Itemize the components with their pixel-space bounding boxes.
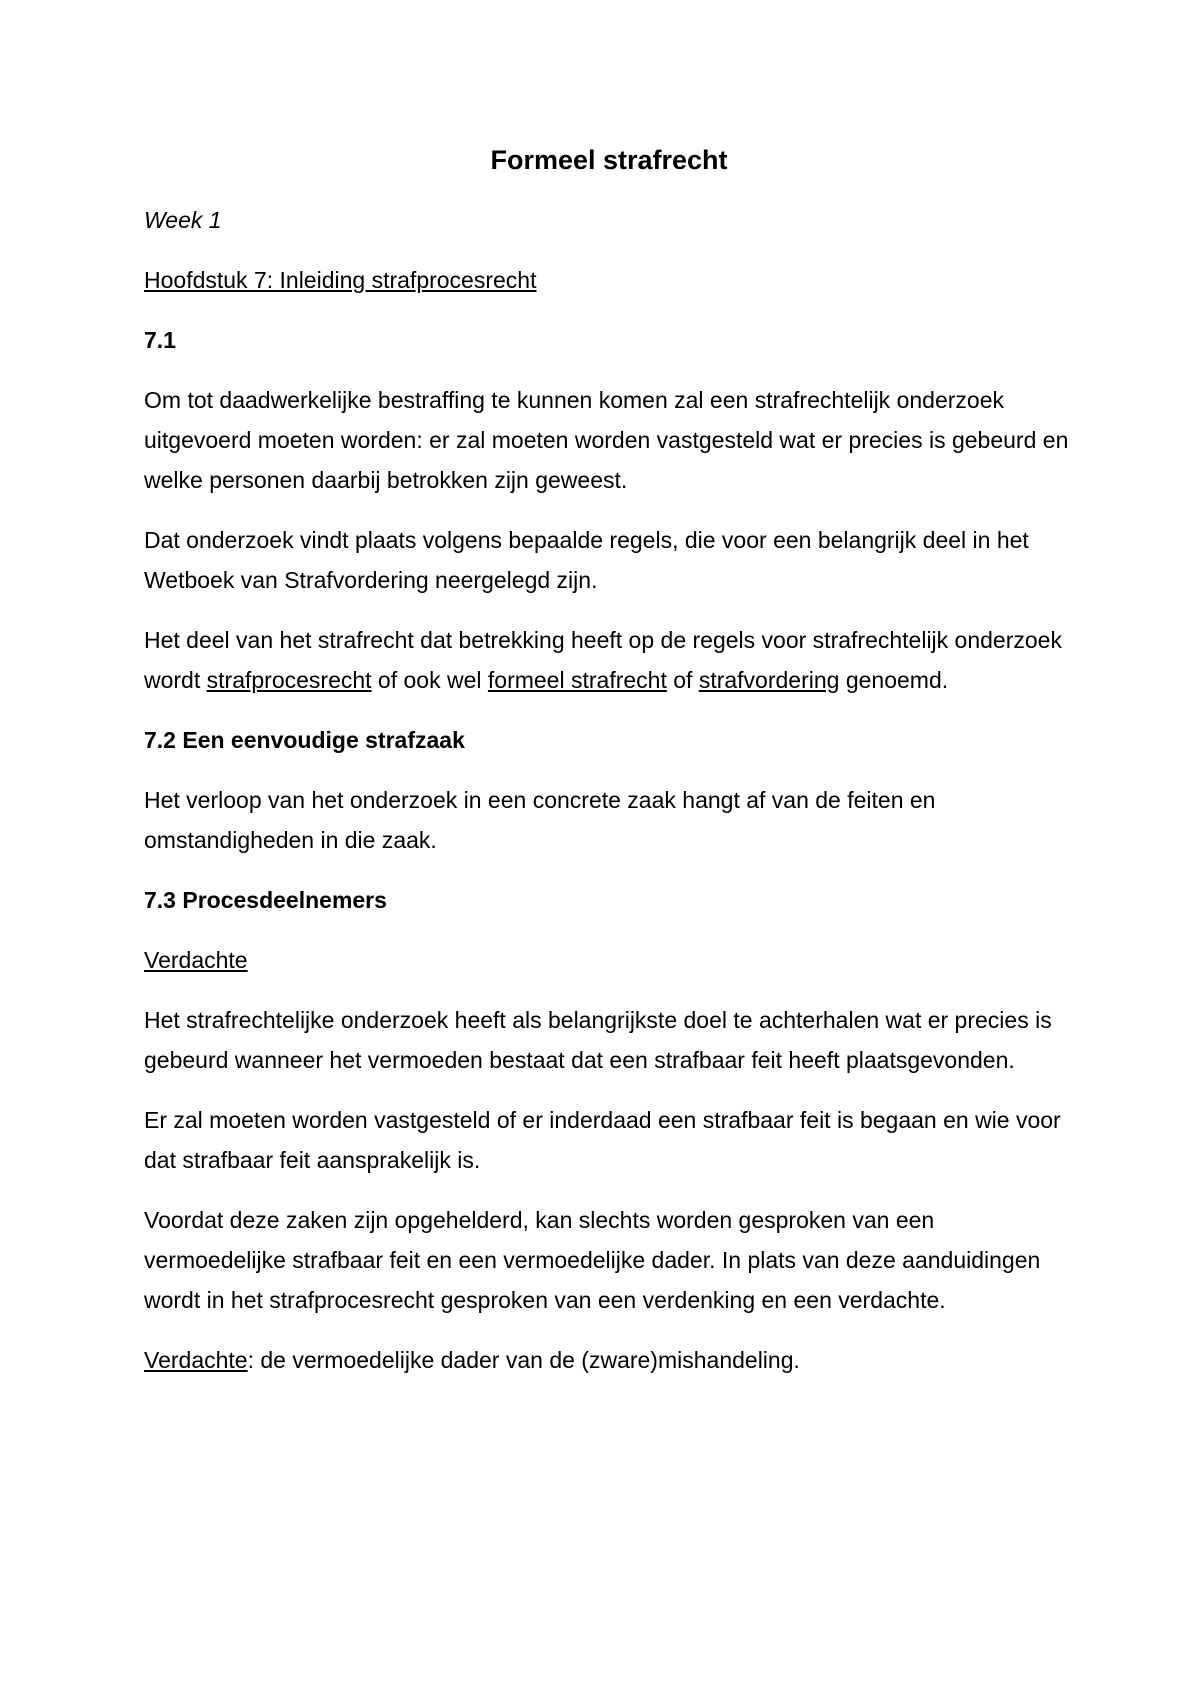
section-7-1-paragraph-2: Dat onderzoek vindt plaats volgens bepaalde regels, die voor een belangrijk deel in het Wetboek van Strafvordering neergelegd zijn. <box>144 527 1029 593</box>
subheading-verdachte: Verdachte <box>144 947 248 973</box>
document-title: Formeel strafrecht <box>490 145 728 175</box>
section-7-2-paragraph-1: Het verloop van het onderzoek in een concrete zaak hangt af van de feiten en omstandigheden in die zaak. <box>144 787 936 853</box>
definition-verdachte <box>144 1340 1074 1380</box>
definition-term: Verdachte <box>144 1347 248 1373</box>
document-page <box>144 140 1074 1400</box>
section-7-3-heading: 7.3 Procesdeelnemers <box>144 887 387 913</box>
section-7-3-paragraph-1: Het strafrechtelijke onderzoek heeft als belangrijkste doel te achterhalen wat er precies is gebeurd wanneer het vermoeden bestaat dat een strafbaar feit heeft plaatsgevonden. <box>144 1007 1052 1073</box>
paragraph-text: Het deel van het strafrecht dat betrekking heeft op de regels voor strafrechtelijk onderzoek wordt <box>144 627 1062 693</box>
section-7-3-paragraph-3: Voordat deze zaken zijn opgehelderd, kan slechts worden gesproken van een vermoedelijke strafbaar feit en een vermoedelijke dader. In plats van deze aanduidingen wordt in het strafprocesrecht gesproken van een verdenking en een verdachte. <box>144 1207 1041 1313</box>
section-7-2-heading: 7.2 Een eenvoudige strafzaak <box>144 727 465 753</box>
paragraph-text: of <box>666 667 699 693</box>
paragraph-text: genoemd. <box>839 667 949 693</box>
term-strafvordering: strafvordering <box>698 667 840 693</box>
week-label: Week 1 <box>144 207 222 233</box>
definition-text: : de vermoedelijke dader van de (zware)mishandeling. <box>247 1347 800 1373</box>
section-7-1-heading: 7.1 <box>144 327 176 353</box>
section-7-3-paragraph-2: Er zal moeten worden vastgesteld of er inderdaad een strafbaar feit is begaan en wie voor dat strafbaar feit aansprakelijk is. <box>144 1107 1061 1173</box>
term-formeel-strafrecht: formeel strafrecht <box>487 667 667 693</box>
section-7-1-paragraph-1: Om tot daadwerkelijke bestraffing te kunnen komen zal een strafrechtelijk onderzoek uitgevoerd moeten worden: er zal moeten worden vastgesteld wat er precies is gebeurd en welke personen daarbij betrokken zijn geweest. <box>144 387 1069 493</box>
chapter-heading: Hoofdstuk 7: Inleiding strafprocesrecht <box>144 267 537 293</box>
paragraph-text: of ook wel <box>371 667 488 693</box>
term-strafprocesrecht: strafprocesrecht <box>206 667 372 693</box>
section-7-1-paragraph-3 <box>144 620 1074 700</box>
